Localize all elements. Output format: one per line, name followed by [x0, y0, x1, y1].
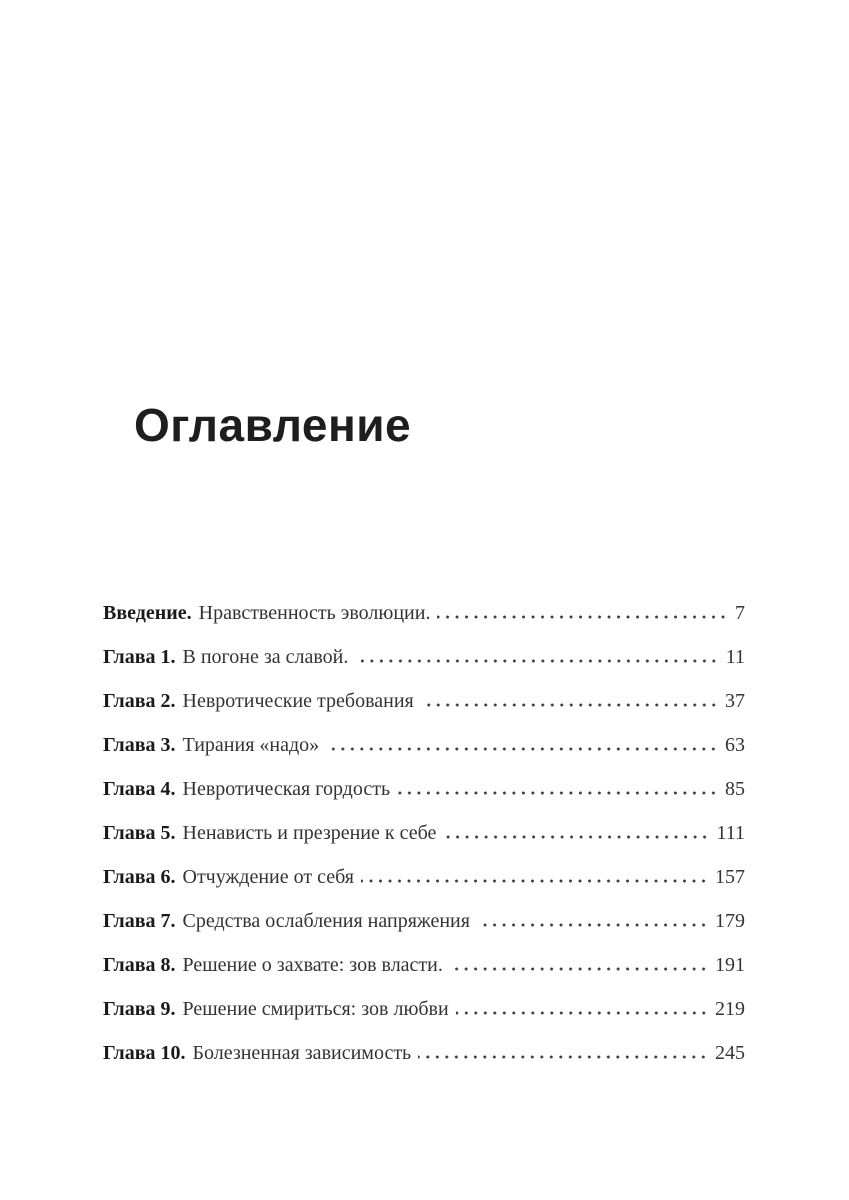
toc-entry-page: 63 [725, 734, 745, 756]
dot-leader [437, 615, 731, 619]
toc-entry-page: 11 [725, 646, 745, 668]
dot-leader [397, 791, 721, 795]
toc-entry-prefix: Введение. [103, 602, 192, 624]
toc-entry-title: Невротическая гордость [182, 778, 391, 800]
toc-entry-prefix: Глава 3. [103, 734, 176, 756]
toc-entry-title: Решение о захвате: зов власти. [182, 954, 443, 976]
dot-leader [450, 967, 711, 971]
toc-entry [103, 767, 745, 811]
toc-entry-title: Средства ослабления напряжения [182, 910, 470, 932]
toc-entry-prefix: Глава 2. [103, 690, 176, 712]
toc-entry [103, 987, 745, 1031]
toc-entry-page: 157 [715, 866, 745, 888]
toc-entry [103, 1031, 745, 1075]
toc-entry [103, 723, 745, 767]
toc-entry [103, 899, 745, 943]
toc-entry-page: 219 [715, 998, 745, 1020]
dot-leader [443, 835, 712, 839]
dot-leader [456, 1011, 711, 1015]
toc-entry-prefix: Глава 1. [103, 646, 176, 668]
toc-entry-prefix: Глава 7. [103, 910, 176, 932]
page-title: Оглавление [134, 399, 412, 451]
toc-entry [103, 943, 745, 987]
dot-leader [421, 703, 721, 707]
toc-entry-title: Болезненная зависимость [192, 1042, 412, 1064]
toc-entry-title: Решение смириться: зов любви [182, 998, 449, 1020]
dot-leader [361, 879, 711, 883]
toc-entry-prefix: Глава 10. [103, 1042, 186, 1064]
toc-entry-title: Нравственность эволюции. [198, 602, 431, 624]
toc-entry [103, 811, 745, 855]
toc-entry-page: 191 [715, 954, 745, 976]
toc-entry [103, 635, 745, 679]
toc-entry-page: 179 [715, 910, 745, 932]
dot-leader [355, 659, 721, 663]
toc-entry-title: Отчуждение от себя [182, 866, 354, 888]
toc-entry-prefix: Глава 9. [103, 998, 176, 1020]
toc-entry-title: В погоне за славой. [182, 646, 349, 668]
dot-leader [326, 747, 721, 751]
toc-entry-page: 111 [716, 822, 745, 844]
toc-entry [103, 591, 745, 635]
toc-entry-page: 245 [715, 1042, 745, 1064]
toc-entry-page: 7 [735, 602, 745, 624]
dot-leader [477, 923, 711, 927]
toc-entry-prefix: Глава 4. [103, 778, 176, 800]
dot-leader [418, 1055, 711, 1059]
toc-entry-prefix: Глава 6. [103, 866, 176, 888]
toc-list [103, 591, 745, 1075]
toc-entry-page: 37 [725, 690, 745, 712]
toc-entry-prefix: Глава 8. [103, 954, 176, 976]
toc-entry-title: Тирания «надо» [182, 734, 320, 756]
toc-entry-prefix: Глава 5. [103, 822, 176, 844]
toc-entry [103, 679, 745, 723]
toc-entry [103, 855, 745, 899]
toc-entry-title: Ненависть и презрение к себе [182, 822, 437, 844]
toc-entry-title: Невротические требования [182, 690, 414, 712]
toc-entry-page: 85 [725, 778, 745, 800]
